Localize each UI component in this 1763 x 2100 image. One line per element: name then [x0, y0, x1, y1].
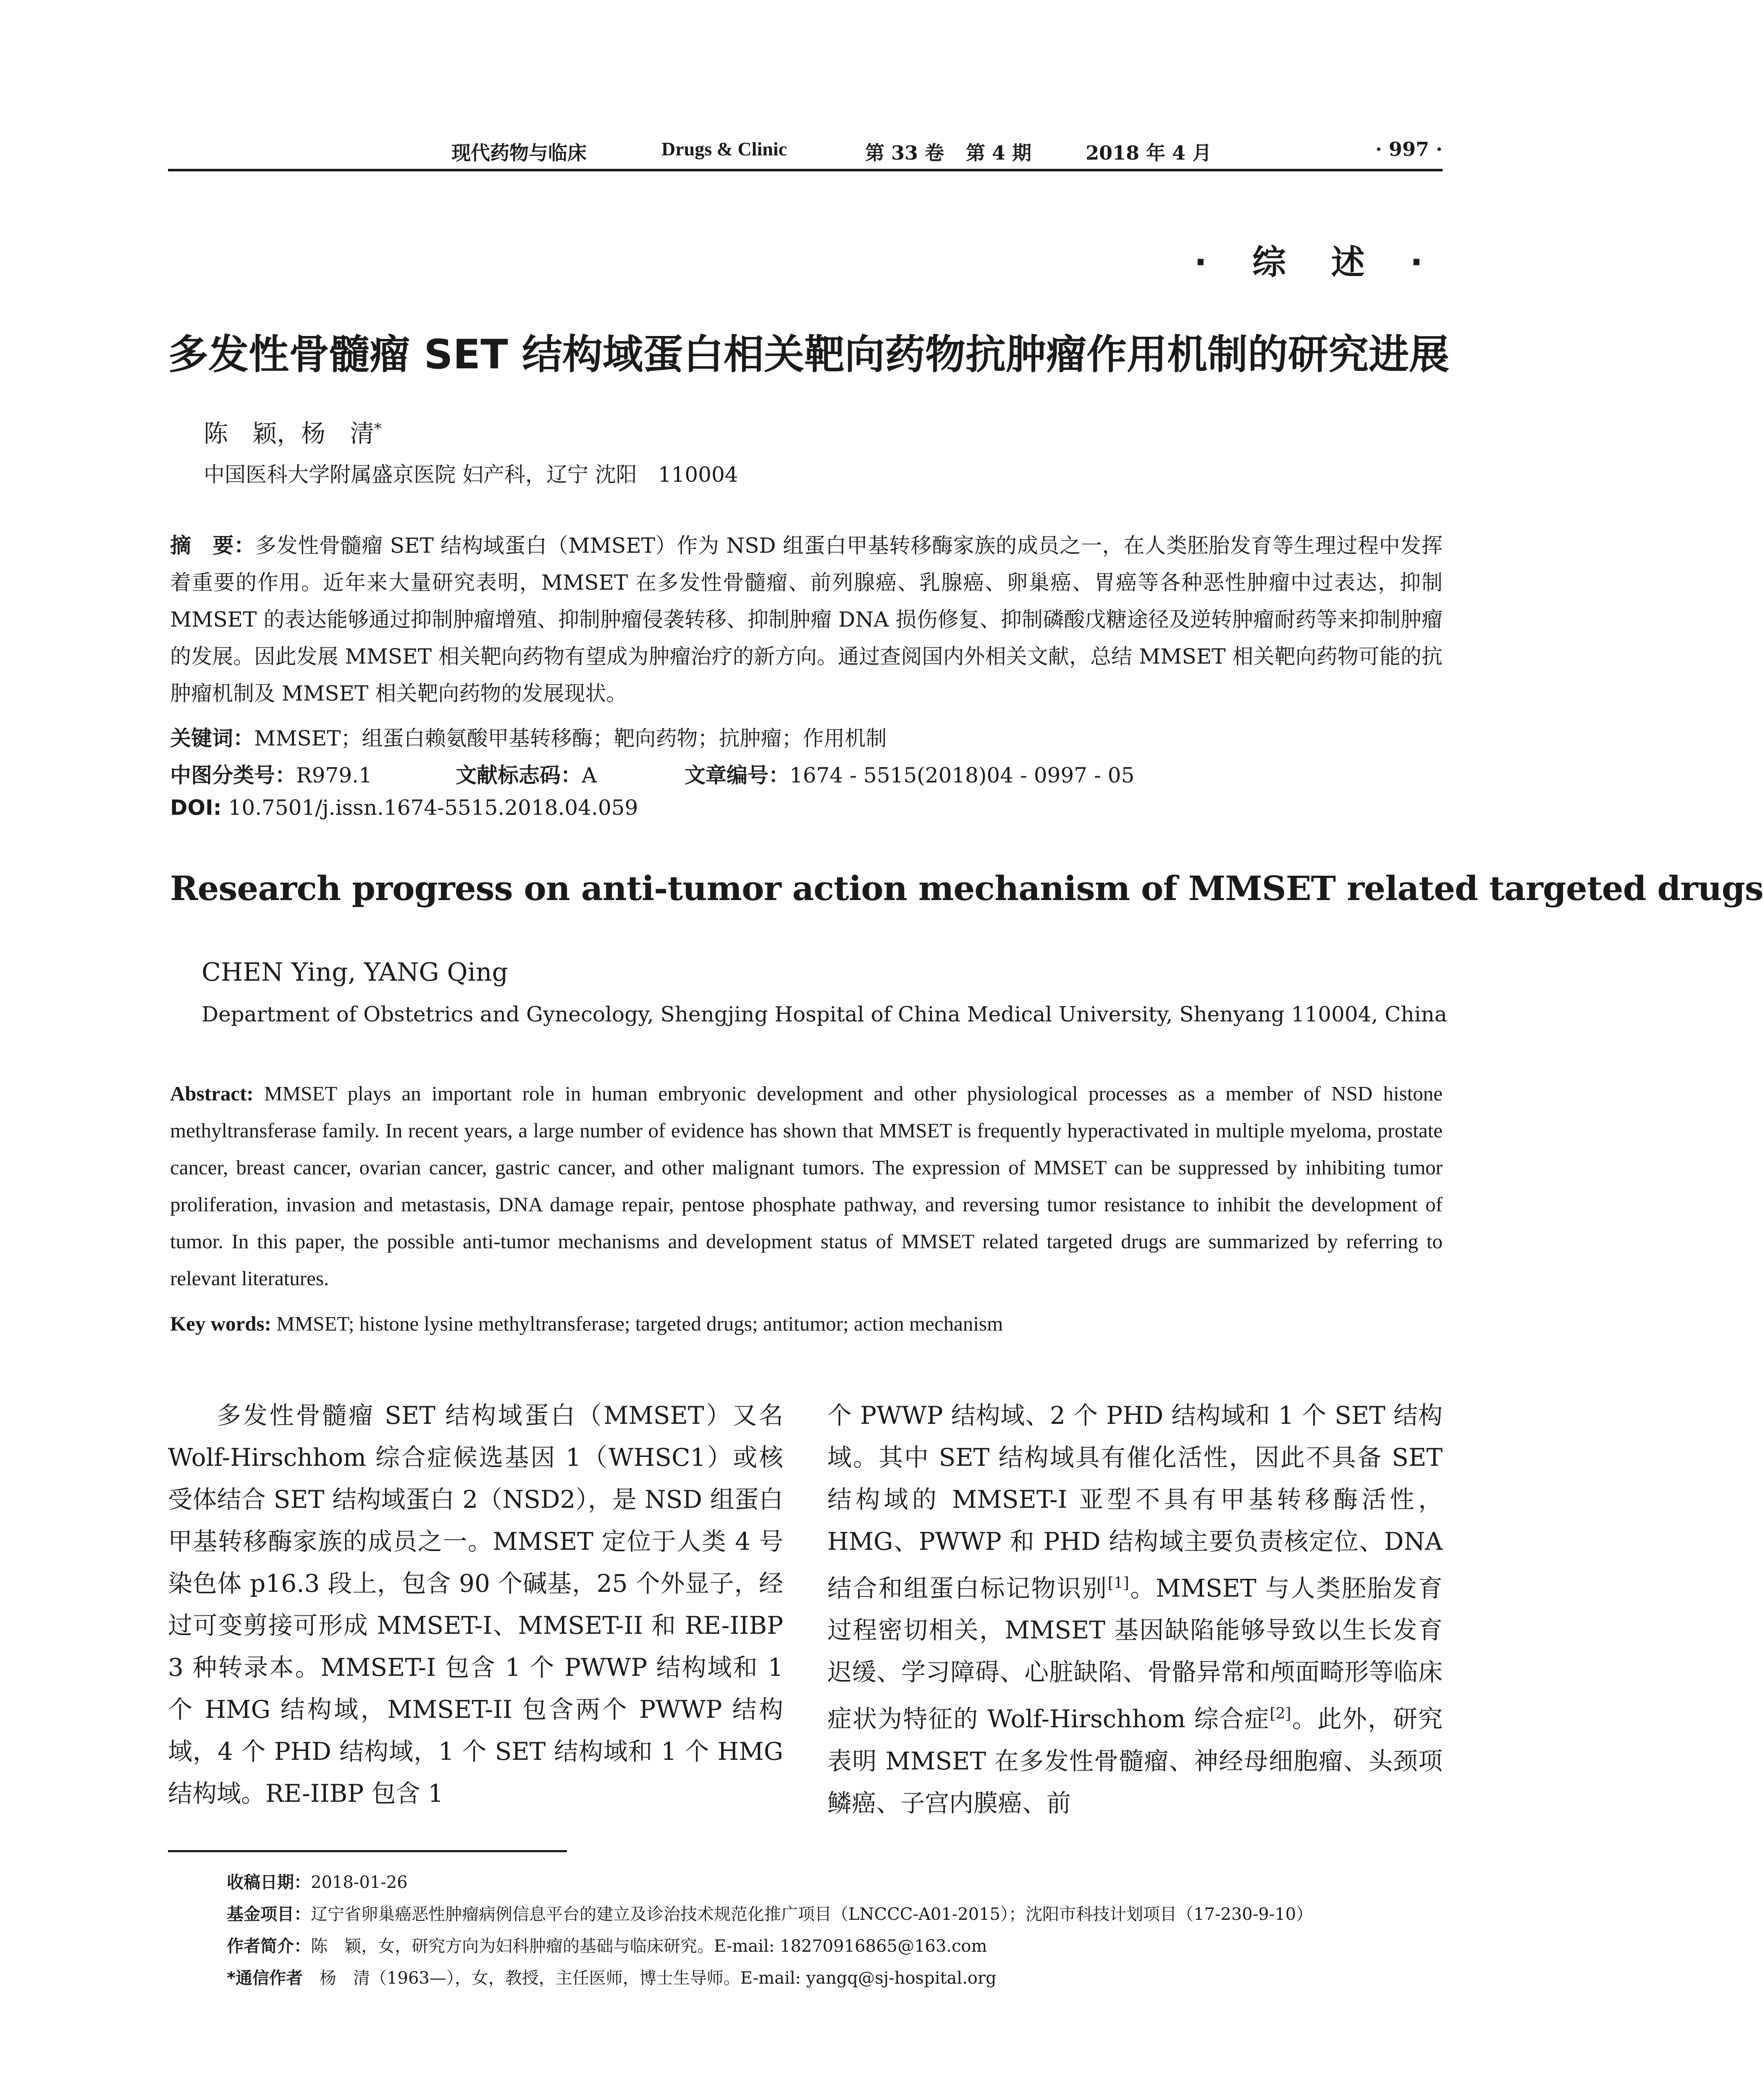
footnote-fund	[227, 1901, 1313, 1925]
doc-code	[456, 759, 597, 789]
corr-value: 杨 清（1963—），女，教授，主任医师，博士生导师。E-mail: yangq@sj-hospital.org	[319, 1969, 997, 1988]
affiliation-cn: 中国医科大学附属盛京医院 妇产科，辽宁 沈阳 110004	[204, 462, 738, 487]
doc-code-value: A	[582, 763, 597, 788]
corr-label: *通信作者	[227, 1969, 303, 1988]
keywords-en-text: MMSET; histone lysine methyltransferase; targeted drugs; antitumor; action mechanism	[276, 1312, 1003, 1335]
classification-line	[170, 759, 372, 789]
author-names-cn: 陈 颖，杨 清	[204, 419, 375, 448]
body-text: 。此外，研究表明 MMSET 在多发性骨髓瘤、神经母细胞瘤、头颈项鳞癌、子宫内膜癌、前	[827, 1704, 1443, 1817]
author-bio-label: 作者简介：	[227, 1937, 311, 1956]
doc-code-label: 文献标志码：	[456, 763, 582, 788]
doi-label: DOI:	[170, 795, 222, 820]
article-title-en: Research progress on anti-tumor action mechanism of MMSET related targeted drugs	[170, 869, 1763, 908]
clc-value: R979.1	[296, 763, 372, 788]
received-value: 2018-01-26	[311, 1873, 408, 1892]
footnote-received	[227, 1869, 408, 1893]
page-number: · 997 ·	[1375, 138, 1443, 160]
authors-cn	[204, 414, 381, 449]
issue-date: 2018 年 4 月	[1086, 142, 1212, 164]
doi-value: 10.7501/j.issn.1674-5515.2018.04.059	[228, 795, 638, 820]
author-bio-value: 陈 颖，女，研究方向为妇科肿瘤的基础与临床研究。E-mail: 18270916865@163.com	[311, 1937, 987, 1956]
citation-ref: [2]	[1270, 1705, 1291, 1723]
footnote-author	[227, 1933, 987, 1957]
journal-name-cn: 现代药物与临床	[451, 142, 587, 164]
body-text: 。MMSET 与人类胚胎发育过程密切相关，MMSET 基因缺陷能够导致以生长发育迟缓、学习障碍、心脏缺陷、骨骼异常和颅面畸形等临床症状为特征的 Wolf-Hirschhom 综合症	[827, 1574, 1443, 1733]
abstract-cn-text: 多发性骨髓瘤 SET 结构域蛋白（MMSET）作为 NSD 组蛋白甲基转移酶家族的成员之一，在人类胚胎发育等生理过程中发挥着重要的作用。近年来大量研究表明，MMSET 在多发性骨髓瘤、前列腺癌、乳腺癌、卵巢癌、胃癌等各种恶性肿瘤中过表达，抑制 MMSET 的表达能够通过抑制肿瘤增殖、抑制肿瘤侵袭转移、抑制肿瘤 DNA 损伤修复、抑制磷酸戊糖途径及逆转肿瘤耐药等来抑制肿瘤的发展。因此发展 MMSET 相关靶向药物有望成为肿瘤治疗的新方向。通过查阅国内外相关文献，总结 MMSET 相关靶向药物可能的抗肿瘤机制及 MMSET 相关靶向药物的发展现状。	[170, 533, 1443, 706]
article-number	[685, 759, 1134, 789]
abstract-en-label: Abstract:	[170, 1082, 254, 1105]
corresponding-mark: *	[374, 420, 382, 437]
abstract-en	[170, 1075, 1443, 1297]
journal-name-en: Drugs & Clinic	[661, 138, 787, 160]
footnote-divider	[168, 1850, 567, 1852]
keywords-cn-text: MMSET；组蛋白赖氨酸甲基转移酶；靶向药物；抗肿瘤；作用机制	[254, 726, 887, 751]
fund-label: 基金项目：	[227, 1905, 311, 1924]
running-header	[168, 135, 1443, 171]
abstract-en-text: MMSET plays an important role in human embryonic development and other physiological processes as a member of NSD histone methyltransferase family. In recent years, a large number of evidence has shown that MMSET is frequently hyperactivated in multiple myeloma, prostate cancer, breast cancer, ovarian cancer, gastric cancer, and other malignant tumors. The expression of MMSET can be suppressed by inhibiting tumor proliferation, invasion and metastasis, DNA damage repair, pentose phosphate pathway, and reversing tumor resistance to inhibit the development of tumor. In this paper, the possible anti-tumor mechanisms and development status of MMSET related targeted drugs are summarized by referring to relevant literatures.	[170, 1082, 1443, 1290]
clc-label: 中图分类号：	[170, 763, 296, 788]
section-tag: · 综 述 ·	[1194, 243, 1440, 282]
keywords-cn-label: 关键词：	[170, 726, 254, 751]
article-number-value: 1674 - 5515(2018)04 - 0997 - 05	[790, 763, 1135, 788]
doi-line	[170, 795, 638, 820]
footnote-corresponding	[227, 1965, 997, 1989]
keywords-en-label: Key words:	[170, 1312, 271, 1335]
keywords-cn	[170, 722, 887, 752]
affiliation-en: Department of Obstetrics and Gynecology, Shengjing Hospital of China Medical University, Shenyang 110004, China	[202, 1002, 1447, 1026]
authors-en: CHEN Ying, YANG Qing	[202, 958, 508, 987]
abstract-cn-label: 摘 要：	[170, 533, 255, 558]
keywords-en	[170, 1305, 1443, 1342]
received-label: 收稿日期：	[227, 1873, 311, 1892]
citation-ref: [1]	[1107, 1575, 1129, 1592]
article-number-label: 文章编号：	[685, 763, 790, 788]
body-text: 个 PWWP 结构域、2 个 PHD 结构域和 1 个 SET 结构域。其中 SET 结构域具有催化活性，因此不具备 SET 结构域的 MMSET-I 亚型不具有甲基转移酶活性，HMG、PWWP 和 PHD 结构域主要负责核定位、DNA 结合和组蛋白标记物识别	[827, 1401, 1443, 1603]
volume: 第 33 卷	[865, 142, 944, 164]
body-column-left: 多发性骨髓瘤 SET 结构域蛋白（MMSET）又名 Wolf-Hirschhom 综合症候选基因 1（WHSC1）或核受体结合 SET 结构域蛋白 2（NSD2），是 NSD 组蛋白甲基转移酶家族的成员之一。MMSET 定位于人类 4 号染色体 p16.3 段上，包含 90 个碱基，25 个外显子，经过可变剪接可形成 MMSET-I、MMSET-II 和 RE-IIBP 3 种转录本。MMSET-I 包含 1 个 PWWP 结构域和 1 个 HMG 结构域，MMSET-II 包含两个 PWWP 结构域，4 个 PHD 结构域，1 个 SET 结构域和 1 个 HMG 结构域。RE-IIBP 包含 1	[168, 1401, 783, 1808]
issue: 第 4 期	[966, 142, 1032, 164]
abstract-cn	[170, 527, 1443, 712]
fund-value: 辽宁省卵巢癌恶性肿瘤病例信息平台的建立及诊治技术规范化推广项目（LNCCC-A01-2015）；沈阳市科技计划项目（17-230-9-10）	[311, 1905, 1313, 1924]
article-title-cn: 多发性骨髓瘤 SET 结构域蛋白相关靶向药物抗肿瘤作用机制的研究进展	[168, 331, 1450, 378]
body-column-right	[827, 1394, 1443, 1824]
